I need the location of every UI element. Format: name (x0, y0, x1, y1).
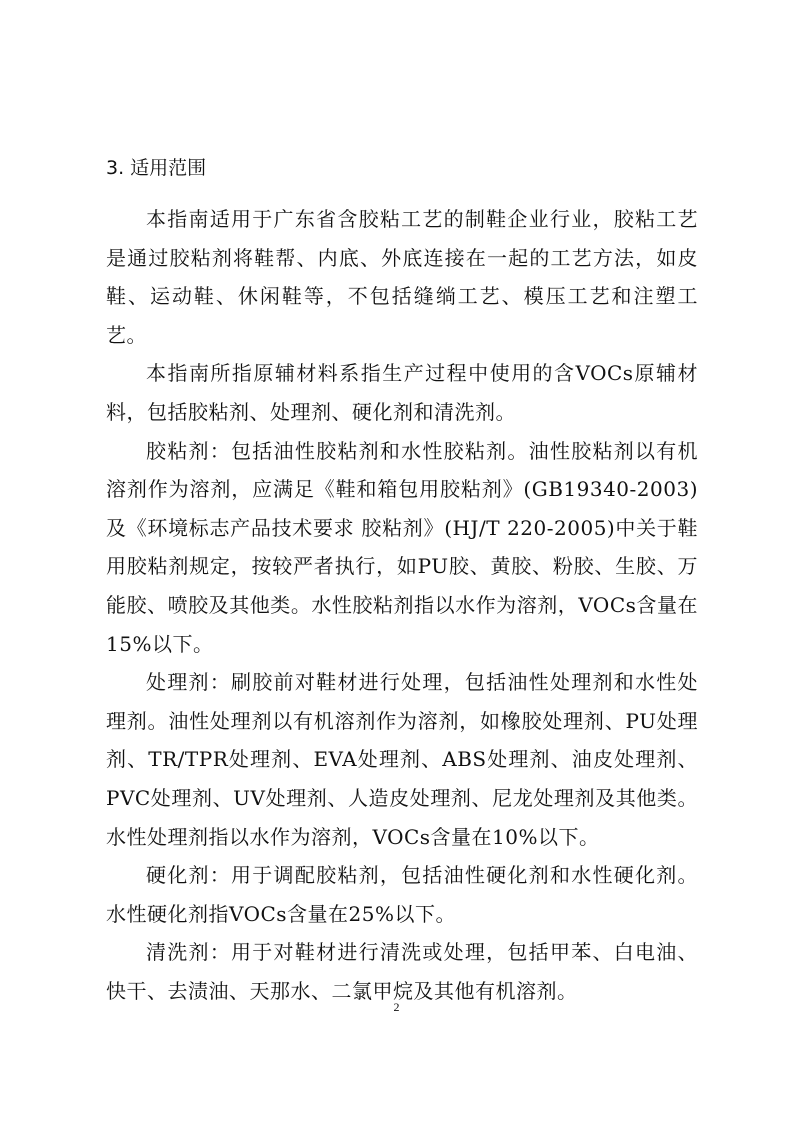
paragraph-cleaner: 清洗剂：用于对鞋材进行清洗或处理，包括甲苯、白电油、快干、去渍油、天那水、二氯甲烷及其他有机溶剂。 (106, 940, 698, 1003)
page-number: 2 (393, 1000, 400, 1014)
section-heading: 3. 适用范围 (106, 157, 207, 179)
paragraph-hardener: 硬化剂：用于调配胶粘剂，包括油性硬化剂和水性硬化剂。水性硬化剂指VOCs含量在25%以下。 (106, 863, 698, 926)
body-text (106, 200, 698, 1010)
paragraph-scope: 本指南适用于广东省含胶粘工艺的制鞋企业行业，胶粘工艺是通过胶粘剂将鞋帮、内底、外底连接在一起的工艺方法，如皮鞋、运动鞋、休闲鞋等，不包括缝绱工艺、模压工艺和注塑工艺。 (106, 207, 698, 347)
paragraph-materials: 本指南所指原辅材料系指生产过程中使用的含VOCs原辅材料，包括胶粘剂、处理剂、硬化剂和清洗剂。 (106, 361, 698, 424)
paragraph-adhesive: 胶粘剂：包括油性胶粘剂和水性胶粘剂。油性胶粘剂以有机溶剂作为溶剂，应满足《鞋和箱包用胶粘剂》(GB19340-2003)及《环境标志产品技术要求 胶粘剂》(HJ/T 220-2005)中关于鞋用胶粘剂规定，按较严者执行，如PU胶、黄胶、粉胶、生胶、万能胶、喷胶及其他类。水性胶粘剂指以水作为溶剂，VOCs含量在15%以下。 (106, 438, 698, 656)
paragraph-primer: 处理剂：刷胶前对鞋材进行处理，包括油性处理剂和水性处理剂。油性处理剂以有机溶剂作为溶剂，如橡胶处理剂、PU处理剂、TR/TPR处理剂、EVA处理剂、ABS处理剂、油皮处理剂、PVC处理剂、UV处理剂、人造皮处理剂、尼龙处理剂及其他类。水性处理剂指以水作为溶剂，VOCs含量在10%以下。 (106, 670, 698, 849)
